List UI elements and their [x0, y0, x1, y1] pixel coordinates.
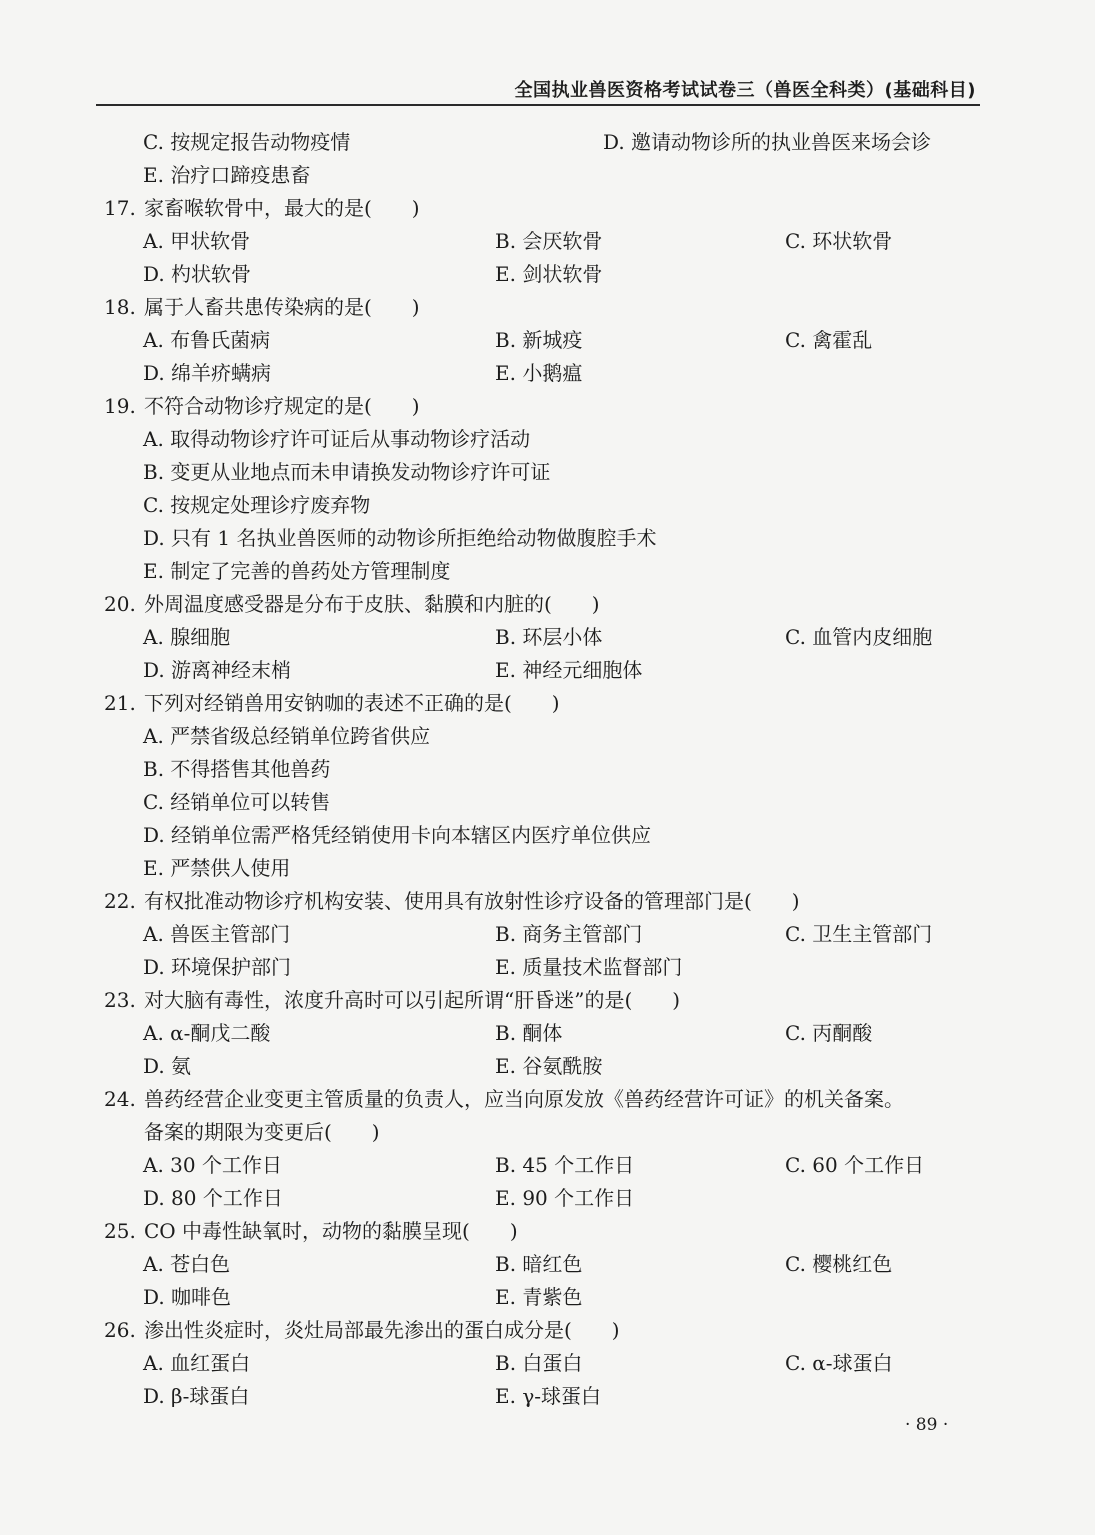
option-e: E. 青紫色 [495, 1285, 583, 1309]
question-stem: 不符合动物诊疗规定的是( ) [144, 394, 420, 418]
option-b: B. 暗红色 [495, 1252, 583, 1276]
option-b: B. 商务主管部门 [495, 922, 643, 946]
question-number: 24. [104, 1087, 136, 1111]
option-d: D. 只有 1 名执业兽医师的动物诊所拒绝给动物做腹腔手术 [143, 526, 657, 550]
option-e: E. 制定了完善的兽药处方管理制度 [143, 559, 451, 583]
running-header [96, 70, 980, 106]
option-b: B. 新城疫 [495, 328, 583, 352]
option-e: E. 治疗口蹄疫患畜 [143, 163, 311, 187]
option-c: C. 樱桃红色 [785, 1252, 893, 1276]
question-stem: 对大脑有毒性，浓度升高时可以引起所谓“肝昏迷”的是( ) [144, 988, 681, 1012]
option-d: D. 经销单位需严格凭经销使用卡向本辖区内医疗单位供应 [143, 823, 652, 847]
option-c: C. 按规定报告动物疫情 [143, 130, 351, 154]
question-number: 18. [104, 295, 136, 319]
option-b: B. 45 个工作日 [495, 1153, 635, 1177]
option-b: B. 会厌软骨 [495, 229, 603, 253]
question-stem-line-2: 备案的期限为变更后( ) [144, 1120, 380, 1144]
option-e: E. 小鹅瘟 [495, 361, 583, 385]
page-number: · 89 · [905, 1415, 949, 1435]
option-a: A. 取得动物诊疗许可证后从事动物诊疗活动 [143, 427, 531, 451]
option-e: E. 质量技术监督部门 [495, 955, 683, 979]
option-a: A. 苍白色 [143, 1252, 231, 1276]
option-c: C. 60 个工作日 [785, 1153, 925, 1177]
question-stem: 下列对经销兽用安钠咖的表述不正确的是( ) [144, 691, 560, 715]
option-a: A. 严禁省级总经销单位跨省供应 [143, 724, 431, 748]
option-d: D. 游离神经末梢 [143, 658, 292, 682]
option-d: D. 杓状软骨 [143, 262, 252, 286]
question-number: 25. [104, 1219, 136, 1243]
question-stem: 兽药经营企业变更主管质量的负责人，应当向原发放《兽药经营许可证》的机关备案。 [144, 1087, 904, 1111]
option-c: C. 经销单位可以转售 [143, 790, 331, 814]
option-d: D. 80 个工作日 [143, 1186, 283, 1210]
option-e: E. 剑状软骨 [495, 262, 603, 286]
option-a: A. α-酮戊二酸 [143, 1021, 271, 1045]
option-c: C. 禽霍乱 [785, 328, 873, 352]
header-title: 全国执业兽医资格考试试卷三（兽医全科类）(基础科目) [514, 80, 976, 101]
option-d: D. 咖啡色 [143, 1285, 232, 1309]
option-e: E. 谷氨酰胺 [495, 1054, 603, 1078]
option-e: E. 90 个工作日 [495, 1186, 635, 1210]
question-stem: 属于人畜共患传染病的是( ) [144, 295, 420, 319]
option-e: E. 神经元细胞体 [495, 658, 643, 682]
question-stem: 有权批准动物诊疗机构安装、使用具有放射性诊疗设备的管理部门是( ) [144, 889, 800, 913]
option-b: B. 不得搭售其他兽药 [143, 757, 331, 781]
option-e: E. 严禁供人使用 [143, 856, 291, 880]
option-e: E. γ-球蛋白 [495, 1384, 602, 1408]
option-a: A. 腺细胞 [143, 625, 231, 649]
question-number: 19. [104, 394, 136, 418]
option-c: C. α-球蛋白 [785, 1351, 893, 1375]
option-c: C. 丙酮酸 [785, 1021, 873, 1045]
option-d: D. 环境保护部门 [143, 955, 292, 979]
question-number: 21. [104, 691, 136, 715]
option-a: A. 甲状软骨 [143, 229, 251, 253]
option-d: D. 绵羊疥螨病 [143, 361, 272, 385]
option-d: D. β-球蛋白 [143, 1384, 250, 1408]
option-c: C. 按规定处理诊疗废弃物 [143, 493, 371, 517]
question-number: 20. [104, 592, 136, 616]
option-c: C. 环状软骨 [785, 229, 893, 253]
option-a: A. 布鲁氏菌病 [143, 328, 271, 352]
option-b: B. 环层小体 [495, 625, 603, 649]
option-a: A. 30 个工作日 [143, 1153, 282, 1177]
question-number: 17. [104, 196, 136, 220]
question-stem: 外周温度感受器是分布于皮肤、黏膜和内脏的( ) [144, 592, 600, 616]
option-d: D. 氨 [143, 1054, 192, 1078]
question-number: 22. [104, 889, 136, 913]
question-stem: 渗出性炎症时，炎灶局部最先渗出的蛋白成分是( ) [144, 1318, 620, 1342]
option-b: B. 酮体 [495, 1021, 563, 1045]
option-a: A. 血红蛋白 [143, 1351, 251, 1375]
option-c: C. 血管内皮细胞 [785, 625, 933, 649]
option-d: D. 邀请动物诊所的执业兽医来场会诊 [603, 130, 932, 154]
question-stem: 家畜喉软骨中，最大的是( ) [144, 196, 420, 220]
question-number: 26. [104, 1318, 136, 1342]
question-stem: CO 中毒性缺氧时，动物的黏膜呈现( ) [144, 1219, 518, 1243]
option-a: A. 兽医主管部门 [143, 922, 291, 946]
option-b: B. 白蛋白 [495, 1351, 583, 1375]
option-b: B. 变更从业地点而未申请换发动物诊疗许可证 [143, 460, 551, 484]
question-number: 23. [104, 988, 136, 1012]
option-c: C. 卫生主管部门 [785, 922, 933, 946]
